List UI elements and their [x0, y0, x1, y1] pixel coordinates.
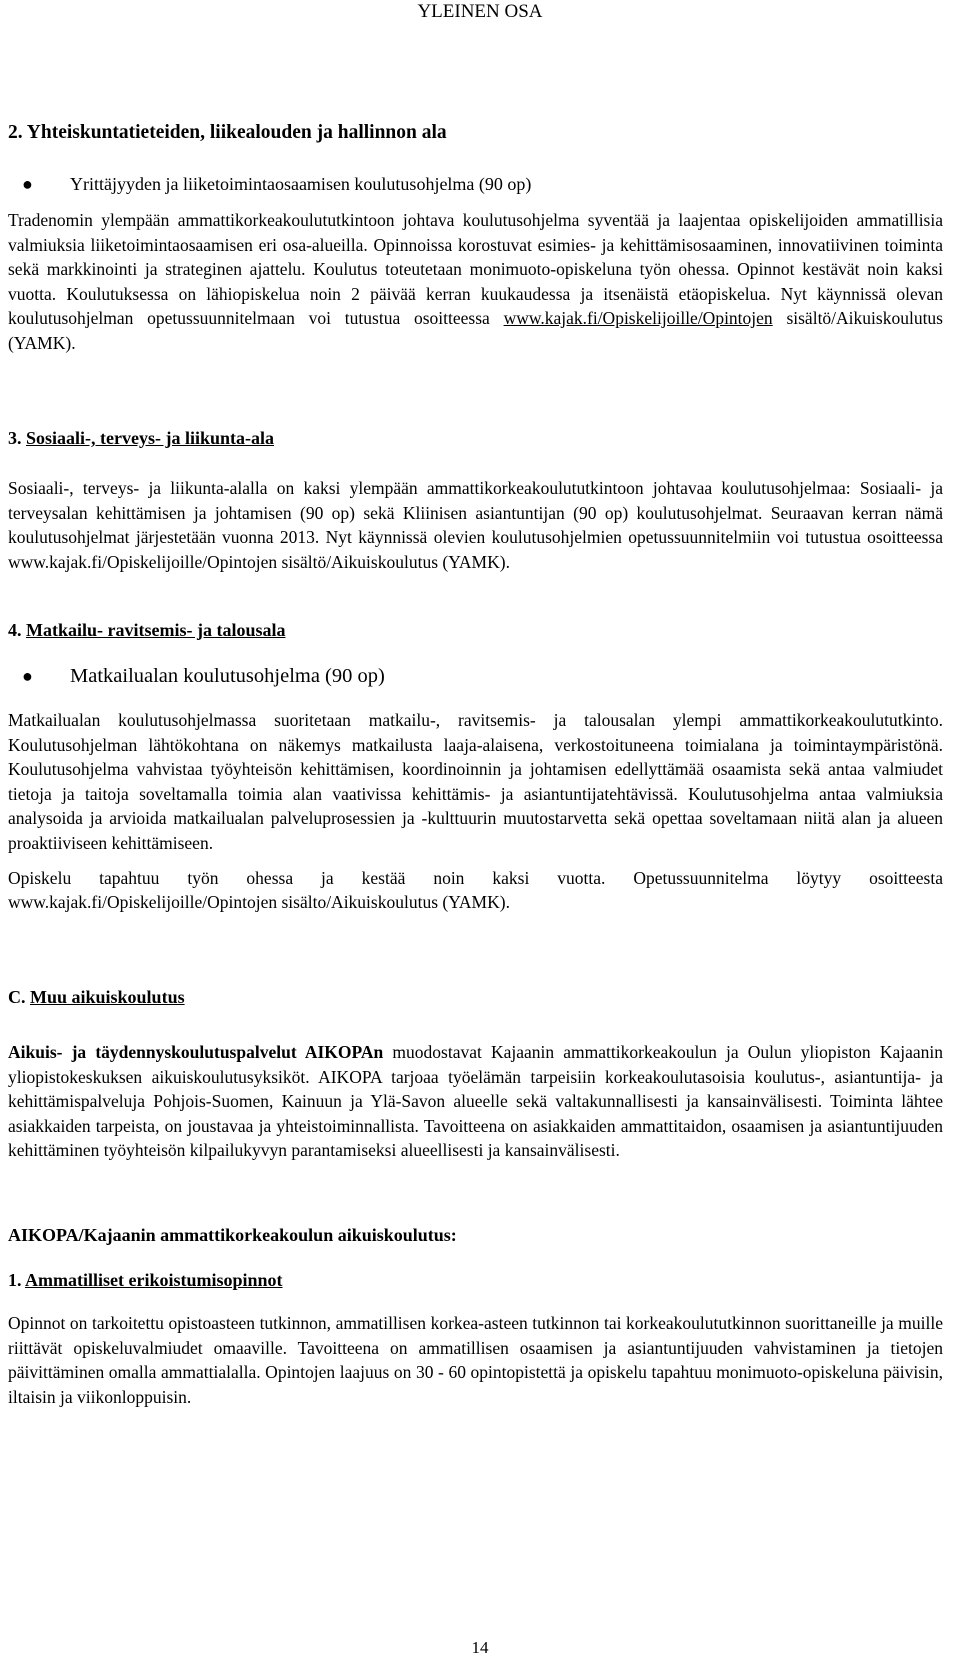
aikopa-subheading	[8, 1268, 943, 1292]
section-4-heading	[8, 618, 943, 642]
section-3-heading-text: Sosiaali-, terveys- ja liikunta-ala	[26, 428, 274, 448]
section-4-paragraph-2: Opiskelu tapahtuu työn ohessa ja kestää noin kaksi vuotta. Opetussuunnitelma löytyy osoitteesta www.kajak.fi/Opiskelijoille/Opintojen sisälto/Aikuiskoulutus (YAMK).	[8, 867, 943, 913]
section-2-paragraph	[8, 208, 943, 356]
section-c-paragraph	[8, 1040, 943, 1163]
bullet-icon: ●	[22, 666, 33, 686]
section-2-heading: 2. Yhteiskuntatieteiden, liikealouden ja hallinnon ala	[8, 122, 447, 143]
section-2-bullet-text: Yrittäjyyden ja liiketoimintaosaamisen koulutusohjelma (90 op)	[70, 174, 532, 194]
section-3-heading-num: 3.	[8, 428, 26, 448]
section-3	[8, 426, 943, 450]
aikopa-section	[8, 1223, 943, 1247]
section-2	[8, 121, 943, 145]
section-2-text-b: sisältö/Aikuiskoulutus (YAMK).	[8, 308, 943, 353]
section-4-body	[8, 708, 943, 915]
section-4-heading-num: 4.	[8, 620, 26, 640]
aikopa-paragraph: Opinnot on tarkoitettu opistoasteen tutkinnon, ammatillisen korkea-asteen tutkinnon tai korkeakoulututkinnon suorittaneille ja muille riittävät opiskeluvalmiudet omaaville. Tavoitteena on ammatillisen osaamisen ja asiantuntijuuden vahvistaminen ja tietojen päivittäminen omalla ammattialalla. Opintojen laajuus on 30 - 60 opintopistettä ja opiskelu tapahtuu monimuoto-opiskeluna päivisin, iltaisin ja viikonloppuisin.	[8, 1313, 943, 1407]
section-2-text-a: Tradenomin ylempään ammattikorkeakoulututkintoon johtava koulutusohjelma syventää ja laajentaa opiskelijoiden ammatillisia valmiuksia liiketoimintaosaamisen eri osa-alueilla. Opinnoissa korostuvat esimies- ja kehittämisosaaminen, innovatiivinen toiminta sekä markkinointi ja strateginen ajattelu. Koulutus toteutetaan monimuoto-opiskeluna työn ohessa. Opinnot kestävät noin kaksi vuotta. Koulutuksessa on lähiopiskelua noin 2 päivää kerran kuukaudessa ja itsenäistä etäopiskelua. Nyt käynnissä olevan koulutusohjelman opetussuunnitelmaan voi tutustua osoitteessa	[8, 210, 943, 329]
section-2-link[interactable]: www.kajak.fi/Opiskelijoille/Opintojen	[503, 308, 773, 329]
aikopa-body	[8, 1311, 943, 1409]
section-3-heading	[8, 426, 943, 450]
aikopa-heading: AIKOPA/Kajaanin ammattikorkeakoulun aikuiskoulutus:	[8, 1225, 457, 1245]
aikopa-sub-num: 1.	[8, 1270, 26, 1290]
section-c-heading	[8, 985, 943, 1009]
page-header: YLEINEN OSA	[417, 1, 543, 22]
section-c	[8, 985, 943, 1009]
section-4-bullet-text: Matkailualan koulutusohjelma (90 op)	[70, 665, 385, 687]
bullet-icon: ●	[22, 174, 33, 194]
section-c-text: muodostavat Kajaanin ammattikorkeakoulun ja Oulun yliopiston Kajaanin yliopistokeskuksen aikuiskoulutusyksiköt. AIKOPA tarjoaa työelämän tarpeisiin korkeakoulutasoisia koulutus-, asiantuntija- ja kehittämispalveluja Pohjois-Suomen, Kainuun ja Ylä-Savon alueelle sekä valtakunnallisesti ja kansainvälisesti. Toiminta lähtee asiakkaiden tarpeista, on joustavaa ja yhteistoiminnallista. Tavoitteena on asiakkaiden ammattitaidon, osaamisen ja asiantuntijuuden kehittäminen työyhteisön kilpailukyvyn parantamiseksi alueellisesti ja kansainvälisesti.	[8, 1042, 943, 1161]
section-2-body	[8, 208, 943, 356]
section-c-heading-text: Muu aikuiskoulutus	[30, 987, 185, 1007]
section-3-paragraph: Sosiaali-, terveys- ja liikunta-alalla on kaksi ylempään ammattikorkeakoulututkintoon johtavaa koulutusohjelmaa: Sosiaali- ja terveysalan kehittämisen ja johtamisen (90 op) sekä Kliinisen asiantuntijan (90 op) koulutusohjelmat. Seuraavan kerran nämä koulutusohjelmat järjestetään vuonna 2013. Nyt käynnissä olevien koulutusohjelmien opetussuunnitelmiin voi tutustua osoitteessa www.kajak.fi/Opiskelijoille/Opintojen sisältö/Aikuiskoulutus (YAMK).	[8, 478, 943, 572]
section-4	[8, 618, 943, 642]
aikopa-sub-text: Ammatilliset erikoistumisopinnot	[25, 1270, 283, 1290]
section-c-heading-num: C.	[8, 987, 30, 1007]
section-4-heading-text: Matkailu- ravitsemis- ja talousala	[26, 620, 286, 640]
section-c-body	[8, 1040, 943, 1163]
section-3-body	[8, 476, 943, 574]
section-4-paragraph-1: Matkailualan koulutusohjelmassa suoritetaan matkailu-, ravitsemis- ja talousalan ylempi ammattikorkeakoulututkinto. Koulutusohjelman lähtökohtana on näkemys matkailusta laaja-alaisena, verkostoituneena toimialana ja toimintaympäristönä. Koulutusohjelma vahvistaa työyhteisön kehittämisen, koordinoinnin ja johtamisen edellyttämää osaamista sekä antaa valmiudet tietoja ja taitoja soveltamalla toimia alan vaativissa kehittämis- ja asiantuntijatehtävissä. Koulutusohjelma antaa valmiuksia analysoida ja arvioida matkailualan palveluprosessien ja -kulttuurin muutostarvetta sekä opettaa soveltamaan niitä alan ja alueen proaktiiviseen kehittämiseen.	[8, 710, 943, 853]
page-number: 14	[471, 1638, 489, 1657]
section-c-bold-lead: Aikuis- ja täydennyskoulutuspalvelut AIKOPAn	[8, 1042, 384, 1062]
aikopa-subsection	[8, 1268, 943, 1292]
